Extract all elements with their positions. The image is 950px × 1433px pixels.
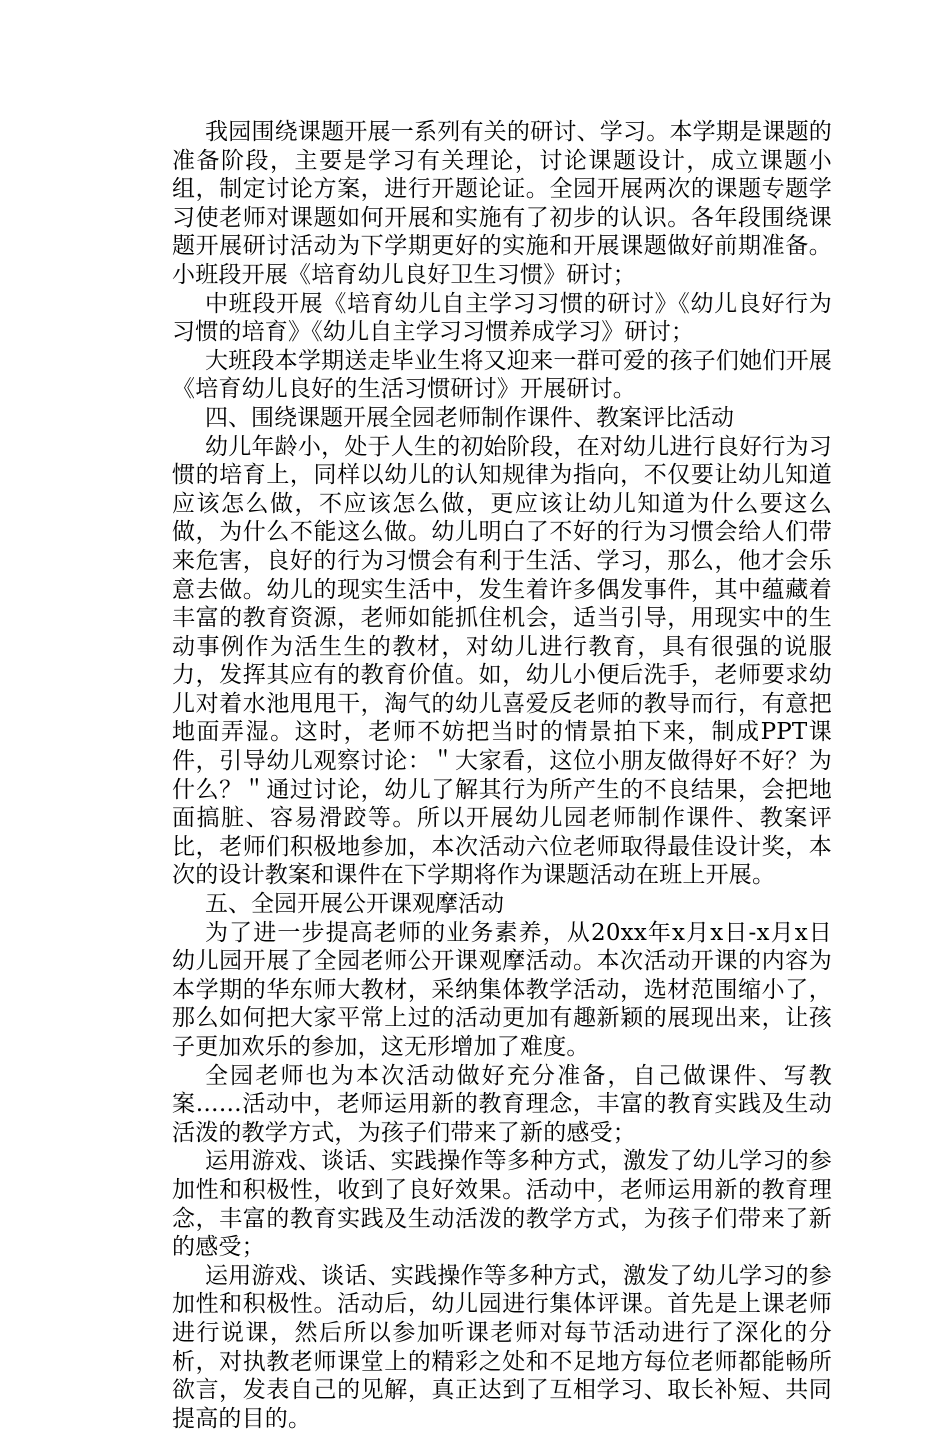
section-heading-5: 五、全园开展公开课观摩活动 xyxy=(205,891,504,918)
section-heading-4: 四、围绕课题开展全园老师制作课件、教案评比活动 xyxy=(205,404,734,431)
paragraph-senior-class: 大班段本学期送走毕业生将又迎来一群可爱的孩子们她们开展《培育幼儿良好的生活习惯研讨》开展研讨。 xyxy=(172,347,832,403)
paragraph-methods-1: 运用游戏、谈话、实践操作等多种方式，激发了幼儿学习的参加性和积极性，收到了良好效果。活动中，老师运用新的教育理念，丰富的教育实践及生动活泼的教学方式，为孩子们带来了新的感受； xyxy=(172,1148,832,1261)
document-body xyxy=(172,118,832,1433)
paragraph-courseware-contest: 幼儿年龄小，处于人生的初始阶段，在对幼儿进行良好行为习惯的培育上，同样以幼儿的认知规律为指向，不仅要让幼儿知道应该怎么做，不应该怎么做，更应该让幼儿知道为什么要这么做，为什么不能这么做。幼儿明白了不好的行为习惯会给人们带来危害，良好的行为习惯会有利于生活、学习，那么，他才会乐意去做。幼儿的现实生活中，发生着许多偶发事件，其中蕴藏着丰富的教育资源，老师如能抓住机会，适当引导，用现实中的生动事例作为活生生的教材，对幼儿进行教育，具有很强的说服力，发挥其应有的教育价值。如，幼儿小便后洗手，老师要求幼儿对着水池甩甩干，淘气的幼儿喜爱反老师的教导而行，有意把地面弄湿。这时，老师不妨把当时的情景拍下来，制成PPT课件，引导幼儿观察讨论：＂大家看，这位小朋友做得好不好？为什么？＂通过讨论，幼儿了解其行为所产生的不良结果，会把地面搞脏、容易滑跤等。所以开展幼儿园老师制作课件、教案评比，老师们积极地参加，本次活动六位老师取得最佳设计奖，本次的设计教案和课件在下学期将作为课题活动在班上开展。 xyxy=(172,433,832,889)
paragraph-open-class-intro: 为了进一步提高老师的业务素养，从20xx年x月x日-x月x日幼儿园开展了全园老师公开课观摩活动。本次活动开课的内容为本学期的华东师大教材，采纳集体教学活动，选材范围缩小了，那么如何把大家平常上过的活动更加有趣新颖的展现出来，让孩子更加欢乐的参加，这无形增加了难度。 xyxy=(172,919,832,1060)
paragraph-middle-class: 中班段开展《培育幼儿自主学习习惯的研讨》《幼儿良好行为习惯的培育》《幼儿自主学习习惯养成学习》研讨； xyxy=(172,290,832,346)
paragraph-methods-2: 运用游戏、谈话、实践操作等多种方式，激发了幼儿学习的参加性和积极性。活动后，幼儿园进行集体评课。首先是上课老师进行说课，然后所以参加听课老师对每节活动进行了深化的分析，对执教老师课堂上的精彩之处和不足地方每位老师都能畅所欲言，发表自己的见解，真正达到了互相学习、取长补短、共同提高的目的。 xyxy=(172,1262,832,1432)
paragraph-preparation: 全园老师也为本次活动做好充分准备，自己做课件、写教案……活动中，老师运用新的教育理念，丰富的教育实践及生动活泼的教学方式，为孩子们带来了新的感受； xyxy=(172,1062,832,1146)
paragraph-research-intro: 我园围绕课题开展一系列有关的研讨、学习。本学期是课题的准备阶段，主要是学习有关理论，讨论课题设计，成立课题小组，制定讨论方案，进行开题论证。全园开展两次的课题专题学习使老师对课题如何开展和实施有了初步的认识。各年段围绕课题开展研讨活动为下学期更好的实施和开展课题做好前期准备。小班段开展《培育幼儿良好卫生习惯》研讨； xyxy=(172,119,832,288)
